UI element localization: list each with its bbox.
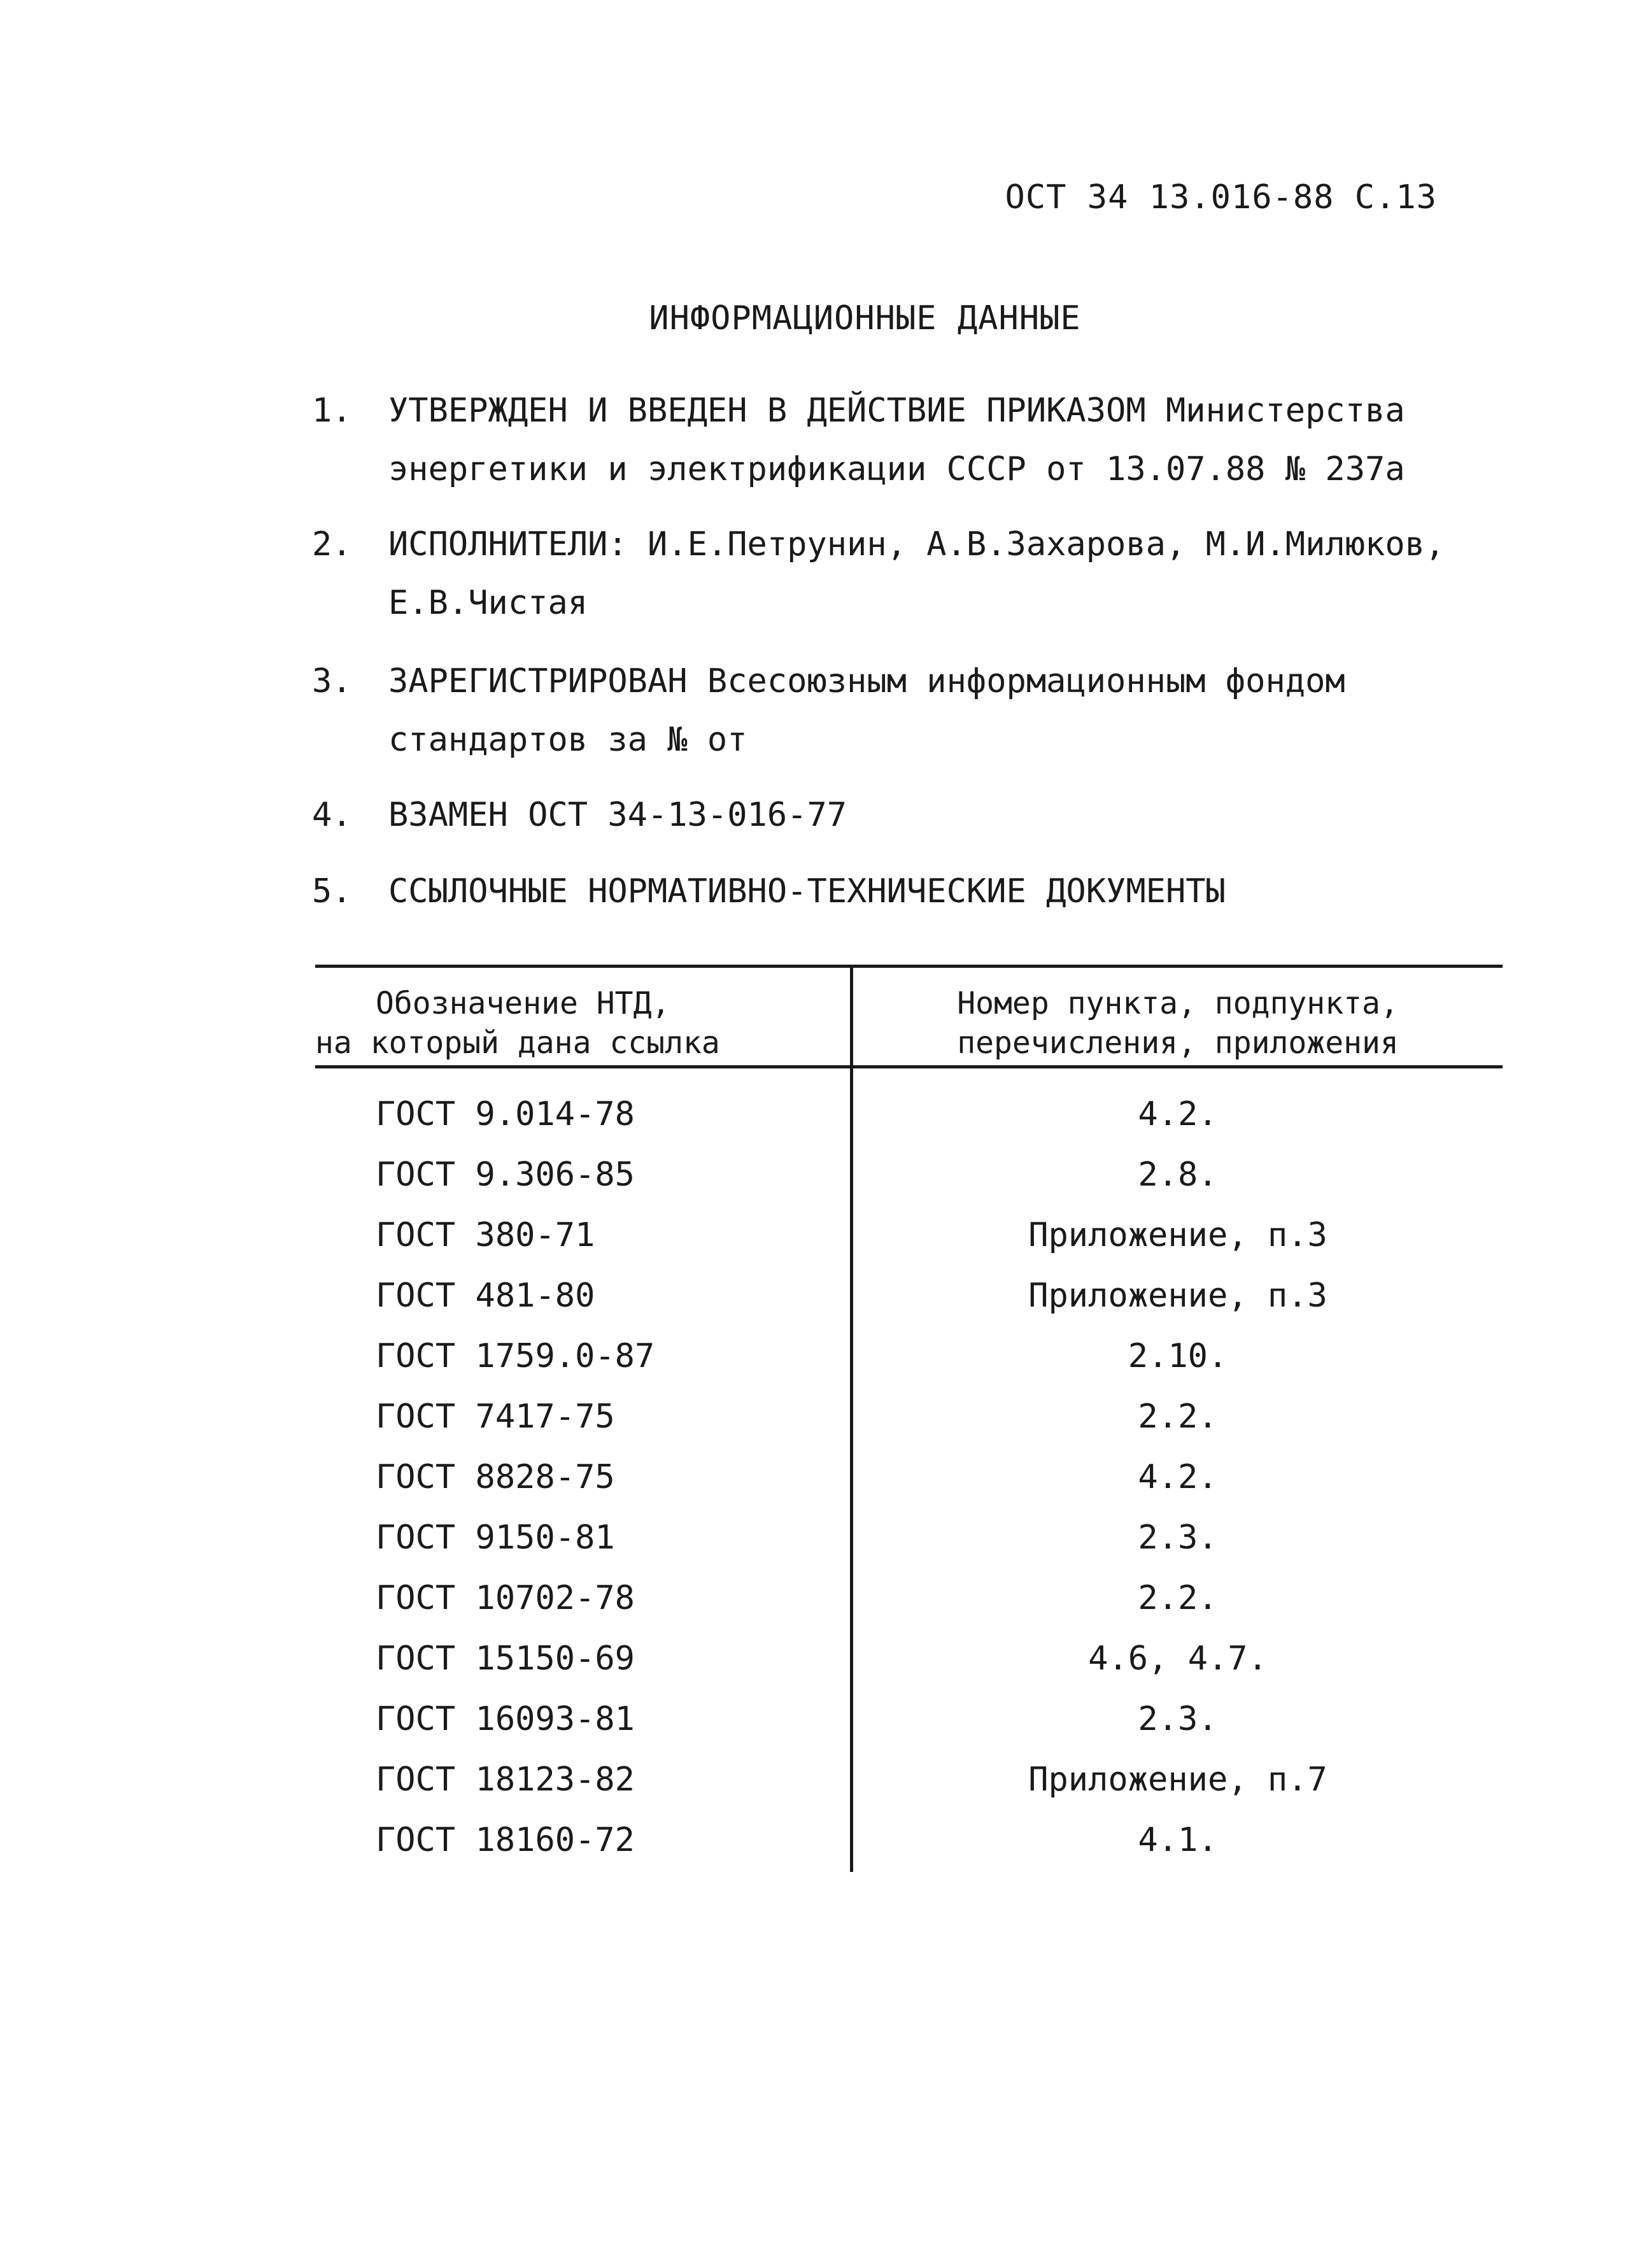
column-header-document [315, 984, 850, 1063]
document-cell: ГОСТ 16093-81 [376, 1700, 635, 1738]
item-text: ВЗАМЕН ОСТ 34-13-016-77 [388, 796, 847, 834]
table-row [315, 1519, 1503, 1579]
reference-cell: 4.2. [1138, 1458, 1218, 1496]
document-cell: ГОСТ 380-71 [376, 1216, 595, 1254]
reference-cell: 4.1. [1138, 1821, 1218, 1859]
item-number: 4. [312, 796, 352, 834]
reference-cell: 4.2. [1138, 1095, 1218, 1133]
document-cell: ГОСТ 15150-69 [376, 1640, 635, 1678]
reference-cell: 2.8. [1138, 1156, 1218, 1194]
reference-cell: 2.10. [1128, 1337, 1228, 1375]
item-text-continued: энергетики и электрификации СССР от 13.07.88 № 237а [388, 450, 1405, 488]
table-header-rule [315, 1065, 1503, 1068]
item-text: ССЫЛОЧНЫЕ НОРМАТИВНО-ТЕХНИЧЕСКИЕ ДОКУМЕНТЫ [388, 872, 1226, 911]
document-cell: ГОСТ 1759.0-87 [376, 1337, 655, 1375]
reference-cell: Приложение, п.3 [1028, 1216, 1327, 1254]
table-row [315, 1156, 1503, 1216]
item-text-continued: Е.В.Чистая [388, 584, 588, 622]
reference-cell: 2.2. [1138, 1398, 1218, 1436]
list-item-3 [312, 662, 1345, 759]
table-row [315, 1579, 1503, 1640]
column-header-reference [853, 984, 1503, 1063]
item-text: ЗАРЕГИСТРИРОВАН Всесоюзным информационным фондом [388, 662, 1345, 700]
table-row [315, 1761, 1503, 1821]
column-header-line: на который дана ссылка [315, 1025, 720, 1061]
item-number: 1. [312, 392, 352, 430]
table-body [315, 1095, 1503, 1882]
table-row [315, 1277, 1503, 1337]
table-row [315, 1337, 1503, 1398]
item-text: ИСПОЛНИТЕЛИ: И.Е.Петрунин, А.В.Захарова, М.И.Милюков, [388, 525, 1445, 563]
table-row [315, 1095, 1503, 1156]
column-header-line: перечисления, приложения [957, 1025, 1399, 1061]
table-row [315, 1458, 1503, 1519]
item-text-continued: стандартов за № от [388, 721, 747, 759]
reference-cell: 4.6, 4.7. [1088, 1640, 1268, 1678]
reference-cell: Приложение, п.3 [1028, 1277, 1327, 1315]
document-cell: ГОСТ 9.306-85 [376, 1156, 635, 1194]
document-cell: ГОСТ 18123-82 [376, 1761, 635, 1799]
reference-cell: 2.3. [1138, 1700, 1218, 1738]
item-text: УТВЕРЖДЕН И ВВЕДЕН В ДЕЙСТВИЕ ПРИКАЗОМ Министерства [388, 392, 1405, 430]
list-item-5 [312, 872, 1226, 911]
list-item-4 [312, 796, 847, 834]
item-number: 5. [312, 872, 352, 911]
table-row [315, 1398, 1503, 1458]
reference-cell: 2.2. [1138, 1579, 1218, 1617]
table-row [315, 1216, 1503, 1277]
column-header-line: Обозначение НТД, [376, 986, 670, 1021]
document-cell: ГОСТ 9.014-78 [376, 1095, 635, 1133]
table-row [315, 1700, 1503, 1761]
table-row [315, 1821, 1503, 1882]
item-number: 3. [312, 662, 352, 700]
document-cell: ГОСТ 481-80 [376, 1277, 595, 1315]
document-cell: ГОСТ 9150-81 [376, 1519, 615, 1557]
document-cell: ГОСТ 8828-75 [376, 1458, 615, 1496]
table-row [315, 1640, 1503, 1700]
document-cell: ГОСТ 10702-78 [376, 1579, 635, 1617]
reference-cell: Приложение, п.7 [1028, 1761, 1327, 1799]
column-header-line: Номер пункта, подпункта, [957, 986, 1399, 1021]
reference-cell: 2.3. [1138, 1519, 1218, 1557]
table-top-rule [315, 965, 1503, 968]
item-number: 2. [312, 525, 352, 563]
document-code: ОСТ 34 13.016-88 С.13 [1005, 178, 1437, 216]
list-item-2 [312, 525, 1445, 622]
document-cell: ГОСТ 18160-72 [376, 1821, 635, 1859]
list-item-1 [312, 392, 1405, 488]
document-cell: ГОСТ 7417-75 [376, 1398, 615, 1436]
page-title: ИНФОРМАЦИОННЫЕ ДАННЫЕ [649, 299, 1081, 337]
